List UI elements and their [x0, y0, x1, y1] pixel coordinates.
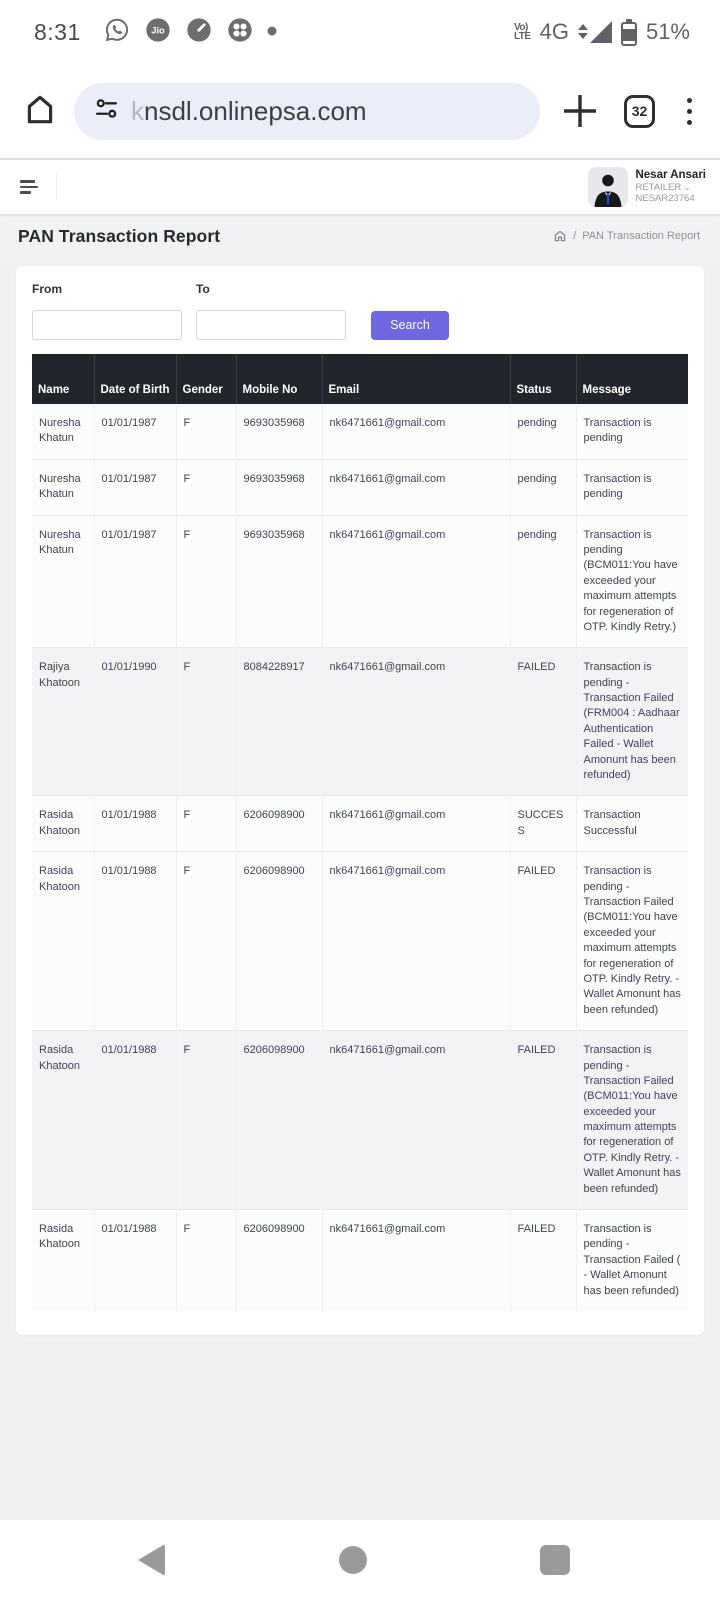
cell-name: Rasida Khatoon	[32, 852, 94, 1031]
cell-message: Transaction Successful	[576, 796, 688, 852]
kebab-icon	[681, 94, 698, 129]
tune-icon	[94, 96, 119, 126]
cell-email: nk6471661@gmail.com	[322, 459, 510, 515]
table-row	[32, 796, 688, 852]
url-text: knsdl.onlinepsa.com	[131, 95, 367, 126]
cell-mobile: 9693035968	[236, 515, 322, 648]
column-header: Message	[576, 354, 688, 404]
chevron-down-icon: ⌄	[683, 182, 691, 192]
column-header: Date of Birth	[94, 354, 176, 404]
page-title: PAN Transaction Report	[18, 225, 221, 246]
cell-gender: F	[176, 515, 236, 648]
cell-dob: 01/01/1987	[94, 459, 176, 515]
sidebar-toggle-button[interactable]	[18, 174, 44, 199]
user-name: Nesar Ansari	[635, 169, 706, 182]
cell-mobile: 9693035968	[236, 404, 322, 459]
browser-toolbar	[0, 64, 720, 160]
cell-name: Rasida Khatoon	[32, 1031, 94, 1210]
jio-icon	[144, 16, 172, 49]
cell-email: nk6471661@gmail.com	[322, 515, 510, 648]
column-header: Status	[510, 354, 576, 404]
cell-gender: F	[176, 404, 236, 459]
cell-email: nk6471661@gmail.com	[322, 852, 510, 1031]
tab-count: 32	[631, 103, 648, 119]
home-button[interactable]	[22, 91, 58, 132]
cell-mobile: 6206098900	[236, 1031, 322, 1210]
table-row	[32, 515, 688, 648]
user-role: RETAILER ⌄	[635, 181, 691, 193]
home-circle-icon[interactable]	[339, 1546, 367, 1574]
cell-mobile: 6206098900	[236, 852, 322, 1031]
user-menu[interactable]	[588, 167, 706, 207]
cell-dob: 01/01/1988	[94, 1210, 176, 1311]
table-row	[32, 1210, 688, 1311]
cell-dob: 01/01/1988	[94, 1031, 176, 1210]
cell-message: Transaction is pending (BCM011:You have exceeded your maximum attempts for regeneration of OTP. Kindly Retry.)	[576, 515, 688, 648]
cell-name: Rasida Khatoon	[32, 1210, 94, 1311]
cell-name: Nuresha Khatun	[32, 515, 94, 648]
cell-name: Nuresha Khatun	[32, 459, 94, 515]
cell-gender: F	[176, 648, 236, 796]
breadcrumb	[553, 229, 700, 243]
breadcrumb-current: PAN Transaction Report	[582, 230, 700, 242]
cell-dob: 01/01/1988	[94, 852, 176, 1031]
table-row	[32, 404, 688, 459]
cell-gender: F	[176, 796, 236, 852]
header-row	[32, 354, 688, 404]
cell-status: FAILED	[510, 1210, 576, 1311]
cell-email: nk6471661@gmail.com	[322, 404, 510, 459]
column-header: Mobile No	[236, 354, 322, 404]
table-row	[32, 1031, 688, 1210]
cell-name: Nuresha Khatun	[39, 417, 81, 445]
cell-status: pending	[510, 515, 576, 648]
cell-status: FAILED	[510, 852, 576, 1031]
network-type: 4G	[539, 19, 569, 44]
speedometer-icon	[185, 16, 213, 49]
breadcrumb-separator: /	[573, 230, 577, 242]
cell-message: Transaction is pending - Transaction Failed ( - Wallet Amonunt has been refunded)	[576, 1210, 688, 1311]
cell-email: nk6471661@gmail.com	[322, 1210, 510, 1311]
transactions-tbody	[32, 404, 688, 1311]
back-button-icon[interactable]	[138, 1544, 165, 1576]
page-title-bar	[0, 214, 720, 258]
table-row	[32, 459, 688, 515]
cell-email: nk6471661@gmail.com	[322, 1031, 510, 1210]
to-date-input[interactable]	[196, 310, 346, 340]
from-date-input[interactable]	[32, 310, 182, 340]
table-header	[32, 354, 688, 404]
cell-mobile: 6206098900	[236, 1210, 322, 1311]
url-bar[interactable]	[74, 83, 540, 140]
clover-icon	[226, 16, 254, 49]
notification-dot-icon	[267, 23, 277, 41]
cell-status: pending	[510, 459, 576, 515]
battery-icon	[621, 19, 637, 46]
cell-email: nk6471661@gmail.com	[322, 796, 510, 852]
cell-mobile: 9693035968	[236, 459, 322, 515]
browser-menu-button[interactable]	[681, 94, 698, 129]
tab-switcher-button[interactable]	[624, 95, 655, 128]
search-button[interactable]: Search	[371, 311, 449, 340]
cell-name: Rasida Khatoon	[32, 796, 94, 852]
breadcrumb-home-icon[interactable]	[553, 229, 567, 243]
battery-percent: 51%	[645, 19, 690, 44]
from-label: From	[32, 282, 62, 296]
app-header	[0, 160, 720, 214]
cell-dob: 01/01/1987	[94, 404, 176, 459]
recent-apps-icon[interactable]	[540, 1545, 570, 1575]
system-navigation-bar	[0, 1520, 720, 1600]
header-divider	[56, 174, 57, 200]
cell-status: FAILED	[510, 648, 576, 796]
cell-mobile: 6206098900	[236, 796, 322, 852]
clock: 8:31	[34, 18, 81, 45]
column-header: Gender	[176, 354, 236, 404]
transactions-table	[32, 354, 688, 1311]
table-row	[32, 852, 688, 1031]
whatsapp-icon	[103, 16, 131, 49]
to-label: To	[196, 282, 210, 296]
volte-icon: Vo) LTE	[513, 21, 531, 42]
cell-gender: F	[176, 852, 236, 1031]
signal-icon	[578, 21, 612, 43]
column-header: Name	[32, 354, 94, 404]
report-card	[16, 266, 704, 1335]
cell-dob: 01/01/1988	[94, 796, 176, 852]
svg-text:Jio: Jio	[151, 25, 165, 36]
cell-message: Transaction is pending	[576, 404, 688, 459]
cell-message: Transaction is pending - Transaction Failed (FRM004 : Aadhaar Authentication Failed - Wallet Amonunt has been refunded)	[576, 648, 688, 796]
table-row	[32, 648, 688, 796]
avatar	[588, 167, 628, 207]
cell-dob: 01/01/1990	[94, 648, 176, 796]
cell-message: Transaction is pending - Transaction Failed (BCM011:You have exceeded your maximum attempts for regeneration of OTP. Kindly Retry. - Wallet Amonunt has been refunded)	[576, 1031, 688, 1210]
cell-status: pending	[510, 404, 576, 459]
cell-status: SUCCESS	[510, 796, 576, 852]
cell-email: nk6471661@gmail.com	[322, 648, 510, 796]
cell-name: Rajiya Khatoon	[32, 648, 94, 796]
cell-message: Transaction is pending - Transaction Failed (BCM011:You have exceeded your maximum attempts for regeneration of OTP. Kindly Retry. - Wallet Amonunt has been refunded)	[576, 852, 688, 1031]
cell-message: Transaction is pending	[576, 459, 688, 515]
cell-gender: F	[176, 1031, 236, 1210]
status-bar	[0, 0, 720, 64]
user-id: NESAR23764	[635, 192, 695, 204]
new-tab-button[interactable]	[562, 93, 598, 129]
column-header: Email	[322, 354, 510, 404]
cell-gender: F	[176, 459, 236, 515]
cell-status: FAILED	[510, 1031, 576, 1210]
cell-dob: 01/01/1987	[94, 515, 176, 648]
cell-gender: F	[176, 1210, 236, 1311]
page-content	[0, 258, 720, 1520]
cell-mobile: 8084228917	[236, 648, 322, 796]
